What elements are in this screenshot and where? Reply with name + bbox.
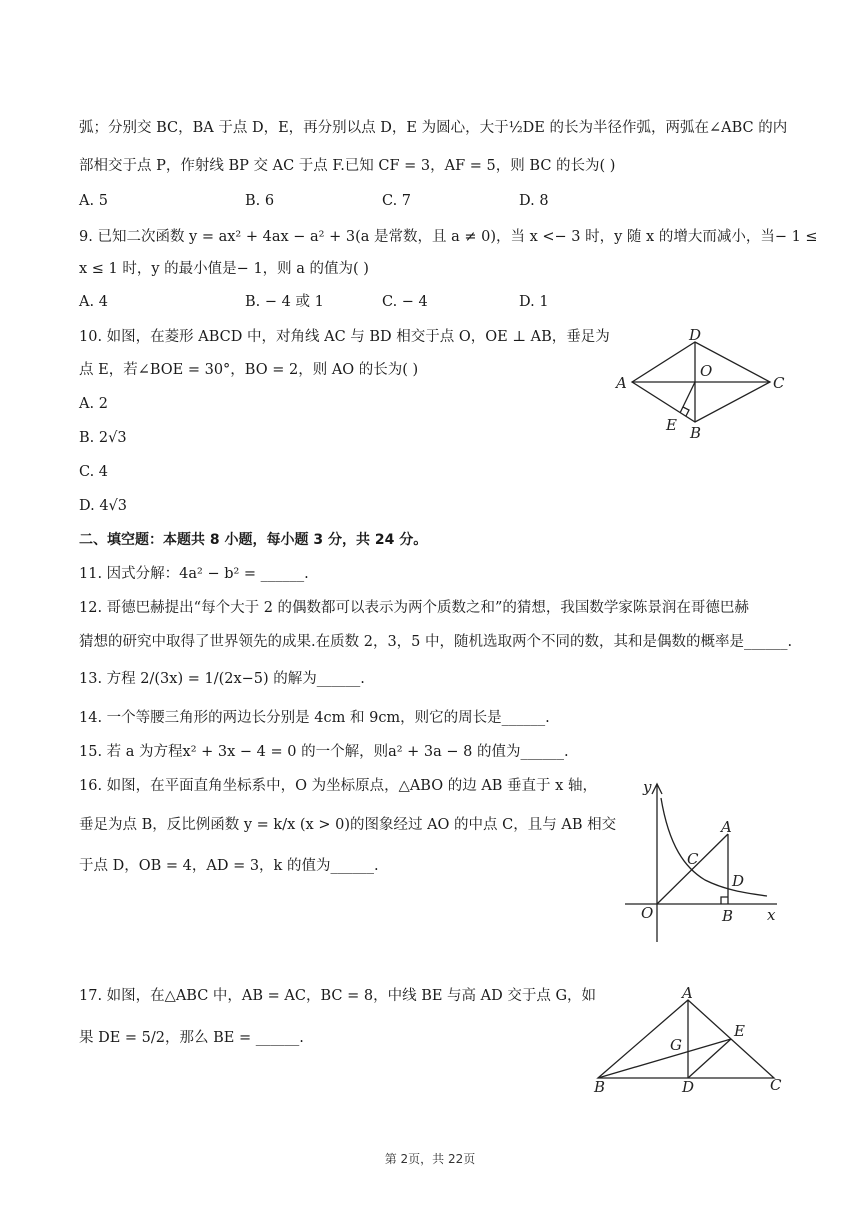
section-heading: 二、填空题：本题共 8 小题，每小题 3 分，共 24 分。 [79,532,428,548]
label-b: B [722,907,734,925]
q16-line1: 16. 如图，在平面直角坐标系中，O 为坐标原点，△ABO 的边 AB 垂直于 x 轴， [79,778,597,794]
label-a: A [682,984,693,1002]
label-o: O [700,362,713,380]
q9-option-d: D. 1 [519,294,549,310]
segment-ao [657,834,728,904]
label-e: E [666,416,677,434]
q17-line1: 17. 如图，在△ABC 中，AB = AC，BC = 8，中线 BE 与高 AD 交于点 G，如 [79,988,597,1004]
q9-option-b: B. − 4 或 1 [245,294,324,310]
label-b: B [594,1078,606,1096]
label-c: C [773,374,785,392]
label-o: O [641,904,654,922]
median-be [598,1039,731,1078]
label-b: B [690,424,702,442]
right-angle-mark [721,897,728,904]
q8-option-c: C. 7 [382,193,412,209]
label-c: C [687,850,699,868]
q16-line2: 垂足为点 B，反比例函数 y = k/x (x > 0)的图象经过 AO 的中点 C，且与 AB 相交 [79,817,617,833]
q10-option-b: B. 2√3 [79,430,127,446]
q8-option-a: A. 5 [79,193,108,209]
q13: 13. 方程 2/(3x) = 1/(2x−5) 的解为______. [79,671,365,687]
q8-option-d: D. 8 [519,193,549,209]
q8-option-b: B. 6 [245,193,275,209]
label-d: D [732,872,745,890]
page-footer: 第 2页，共 22页 [384,1152,476,1166]
rhombus-figure [610,326,790,446]
q9-option-a: A. 4 [79,294,108,310]
q10-line1: 10. 如图，在菱形 ABCD 中，对角线 AC 与 BD 相交于点 O，OE ⊥ AB，垂足为 [79,329,610,345]
triangle-abc [598,1000,774,1078]
q8-line1: 弧；分别交 BC，BA 于点 D，E，再分别以点 D，E 为圆心，大于½DE 的长为半径作弧，两弧在∠ABC 的内 [79,120,788,136]
coordinate-figure [615,776,785,946]
q9-line1: 9. 已知二次函数 y = ax² + 4ax − a² + 3(a 是常数，且 a ≠ 0)，当 x <− 3 时，y 随 x 的增大而减小，当− 1 ≤ [79,229,818,245]
triangle-figure [588,984,788,1098]
label-a: A [721,818,732,836]
q8-line2: 部相交于点 P，作射线 BP 交 AC 于点 F.已知 CF = 3，AF = 5，则 BC 的长为( ) [79,158,616,174]
q10-line2: 点 E，若∠BOE = 30°，BO = 2，则 AO 的长为( ) [79,362,419,378]
label-a: A [616,374,627,392]
q11: 11. 因式分解：4a² − b² = ______. [79,566,309,582]
label-g: G [670,1036,682,1054]
q9-line2: x ≤ 1 时，y 的最小值是− 1，则 a 的值为( ) [79,261,369,277]
q10-option-d: D. 4√3 [79,498,128,514]
label-d: D [689,326,702,344]
q9-option-c: C. − 4 [382,294,428,310]
label-c: C [770,1076,782,1094]
q12-line2: 猜想的研究中取得了世界领先的成果.在质数 2，3，5 中，随机选取两个不同的数，其和是偶数的概率是______. [79,634,793,650]
q15: 15. 若 a 为方程x² + 3x − 4 = 0 的一个解，则a² + 3a − 8 的值为______. [79,744,569,760]
segment-oe [680,382,695,413]
label-y: y [643,778,652,796]
label-x: x [767,906,776,924]
q16-line3: 于点 D，OB = 4，AD = 3，k 的值为______. [79,858,379,874]
q14: 14. 一个等腰三角形的两边长分别是 4cm 和 9cm，则它的周长是______. [79,710,550,726]
q10-option-c: C. 4 [79,464,109,480]
q10-option-a: A. 2 [79,396,108,412]
q17-line2: 果 DE = 5/2，那么 BE = ______. [79,1030,304,1046]
label-e: E [734,1022,745,1040]
label-d: D [682,1078,695,1096]
q12-line1: 12. 哥德巴赫提出“每个大于 2 的偶数都可以表示为两个质数之和”的猜想，我国数学家陈景润在哥德巴赫 [79,600,749,616]
